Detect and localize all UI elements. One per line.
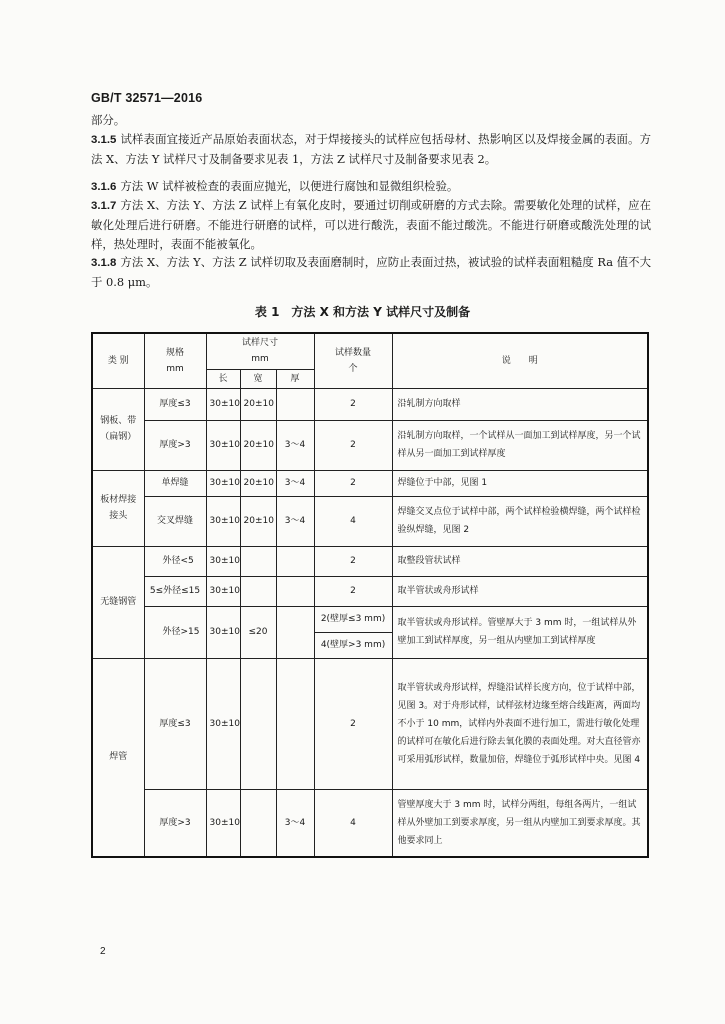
thickness-cell: 3～4	[276, 496, 314, 546]
header-qty	[314, 333, 392, 388]
length-cell: 30±10	[206, 388, 240, 420]
qty-cell-thin-wall: 2(壁厚≤3 mm)	[314, 606, 392, 632]
header-width: 宽	[240, 369, 276, 388]
qty-cell: 2	[314, 420, 392, 470]
clause-text: 方法 X、方法 Y、方法 Z 试样上有氧化皮时，要通过切削或研磨的方式去除。需要敏化处理的试样，应在敏化处理后进行研磨。不能进行研磨的试样，可以进行酸洗，表面不能过酸洗。不能进行研磨或酸洗处理的试样，热处理时，表面不能被氧化。	[91, 198, 651, 251]
width-cell: 20±10	[240, 420, 276, 470]
spec-cell: 厚度>3	[144, 789, 206, 857]
standard-header: GB/T 32571—2016	[91, 91, 203, 105]
header-spec-unit: mm	[166, 363, 184, 374]
qty-cell: 4	[314, 496, 392, 546]
spec-cell: 外径>15	[144, 606, 206, 658]
desc-cell: 取半管状或舟形试样。管壁厚大于 3 mm 时，一组试样从外壁加工到试样厚度，另一组从内壁加工到试样厚度	[392, 606, 648, 658]
header-spec	[144, 333, 206, 388]
clause-3-1-7	[91, 196, 651, 253]
thickness-cell	[276, 546, 314, 576]
clause-3-1-5	[91, 130, 651, 169]
table-row	[92, 576, 648, 606]
width-cell	[240, 546, 276, 576]
thickness-cell: 3～4	[276, 420, 314, 470]
clause-text: 试样表面宜接近产品原始表面状态，对于焊接接头的试样应包括母材、热影响区以及焊接金属的表面。方法 X、方法 Y 试样尺寸及制备要求见表 1，方法 Z 试样尺寸及制备要求见表 2。	[91, 132, 651, 166]
category-cell: 无缝钢管	[92, 546, 144, 658]
clause-number: 3.1.5	[91, 134, 117, 146]
length-cell: 30±10	[206, 606, 240, 658]
desc-cell: 沿轧制方向取样	[392, 388, 648, 420]
table-row	[92, 606, 648, 632]
clause-number: 3.1.6	[91, 181, 117, 193]
length-cell: 30±10	[206, 789, 240, 857]
header-thickness: 厚	[276, 369, 314, 388]
category-cell: 焊管	[92, 658, 144, 857]
specimen-size-table	[91, 332, 649, 858]
table-row	[92, 658, 648, 789]
qty-cell: 2	[314, 470, 392, 496]
header-desc: 说 明	[392, 333, 648, 388]
length-cell: 30±10	[206, 576, 240, 606]
category-cell: 钢板、带（扁钢）	[92, 388, 144, 470]
table-title: 表 1 方法 X 和方法 Y 试样尺寸及制备	[254, 305, 471, 319]
table-row	[92, 789, 648, 857]
thickness-cell	[276, 658, 314, 789]
width-cell: 20±10	[240, 388, 276, 420]
width-cell	[240, 576, 276, 606]
table-row	[92, 470, 648, 496]
clause-text: 方法 X、方法 Y、方法 Z 试样切取及表面磨制时，应防止表面过热，被试验的试样表面粗糙度 Ra 值不大于 0.8 μm。	[91, 255, 651, 289]
desc-cell: 取整段管状试样	[392, 546, 648, 576]
qty-cell: 2	[314, 576, 392, 606]
width-cell: 20±10	[240, 470, 276, 496]
length-cell: 30±10	[206, 420, 240, 470]
width-cell	[240, 789, 276, 857]
clause-number: 3.1.8	[91, 257, 117, 269]
spec-cell: 厚度≤3	[144, 388, 206, 420]
thickness-cell: 3～4	[276, 470, 314, 496]
page-number: 2	[100, 946, 106, 957]
table-header-row	[92, 333, 648, 369]
thickness-cell	[276, 388, 314, 420]
clause-text: 方法 W 试样被检查的表面应抛光，以便进行腐蚀和显微组织检验。	[120, 179, 459, 193]
desc-cell: 焊缝交叉点位于试样中部，两个试样检验横焊缝，两个试样检验纵焊缝，见图 2	[392, 496, 648, 546]
paragraph-continuation	[91, 111, 651, 130]
header-length: 长	[206, 369, 240, 388]
length-cell: 30±10	[206, 546, 240, 576]
header-size-unit: mm	[251, 354, 269, 365]
desc-cell: 焊缝位于中部，见图 1	[392, 470, 648, 496]
spec-cell: 单焊缝	[144, 470, 206, 496]
spec-cell: 外径<5	[144, 546, 206, 576]
length-cell: 30±10	[206, 496, 240, 546]
clause-number: 3.1.7	[91, 200, 117, 212]
clause-3-1-8	[91, 253, 651, 292]
table-row	[92, 420, 648, 470]
qty-cell: 2	[314, 658, 392, 789]
header-category: 类 别	[92, 333, 144, 388]
clause-3-1-6	[91, 177, 651, 197]
thickness-cell	[276, 576, 314, 606]
spec-cell: 5≤外径≤15	[144, 576, 206, 606]
qty-cell: 4	[314, 789, 392, 857]
length-cell: 30±10	[206, 470, 240, 496]
width-cell	[240, 658, 276, 789]
length-cell: 30±10	[206, 658, 240, 789]
desc-cell: 取半管状或舟形试样，焊缝沿试样长度方向，位于试样中部，见图 3。对于舟形试样，试样弦材边缘至熔合线距离，两面均不小于 10 mm，试样内外表面不进行加工，需进行敏化处理的试样可在敏化后进行除去氧化膜的表面处理。对大直径管亦可采用弧形试样，数量加倍，焊缝位于弧形试样中央。见图 4	[392, 658, 648, 789]
header-size-label: 试样尺寸	[242, 338, 279, 349]
table-row	[92, 496, 648, 546]
header-size	[206, 333, 314, 369]
spec-cell: 交叉焊缝	[144, 496, 206, 546]
category-cell: 板材焊接接头	[92, 470, 144, 546]
thickness-cell: 3～4	[276, 789, 314, 857]
header-qty-label: 试样数量	[335, 347, 372, 358]
qty-cell-thick-wall: 4(壁厚>3 mm)	[314, 632, 392, 658]
desc-cell: 沿轧制方向取样，一个试样从一面加工到试样厚度，另一个试样从另一面加工到试样厚度	[392, 420, 648, 470]
thickness-cell	[276, 606, 314, 658]
table-row	[92, 546, 648, 576]
width-cell: 20±10	[240, 496, 276, 546]
qty-cell: 2	[314, 546, 392, 576]
table-row	[92, 388, 648, 420]
spec-cell: 厚度≤3	[144, 658, 206, 789]
desc-cell: 管壁厚度大于 3 mm 时，试样分两组，每组各两片，一组试样从外壁加工到要求厚度，另一组从内壁加工到要求厚度。其他要求同上	[392, 789, 648, 857]
width-cell: ≤20	[240, 606, 276, 658]
desc-cell: 取半管状或舟形试样	[392, 576, 648, 606]
qty-cell: 2	[314, 388, 392, 420]
paragraph-text: 部分。	[91, 113, 126, 127]
spec-cell: 厚度>3	[144, 420, 206, 470]
header-spec-label: 规格	[165, 347, 184, 358]
header-qty-unit: 个	[348, 363, 358, 374]
